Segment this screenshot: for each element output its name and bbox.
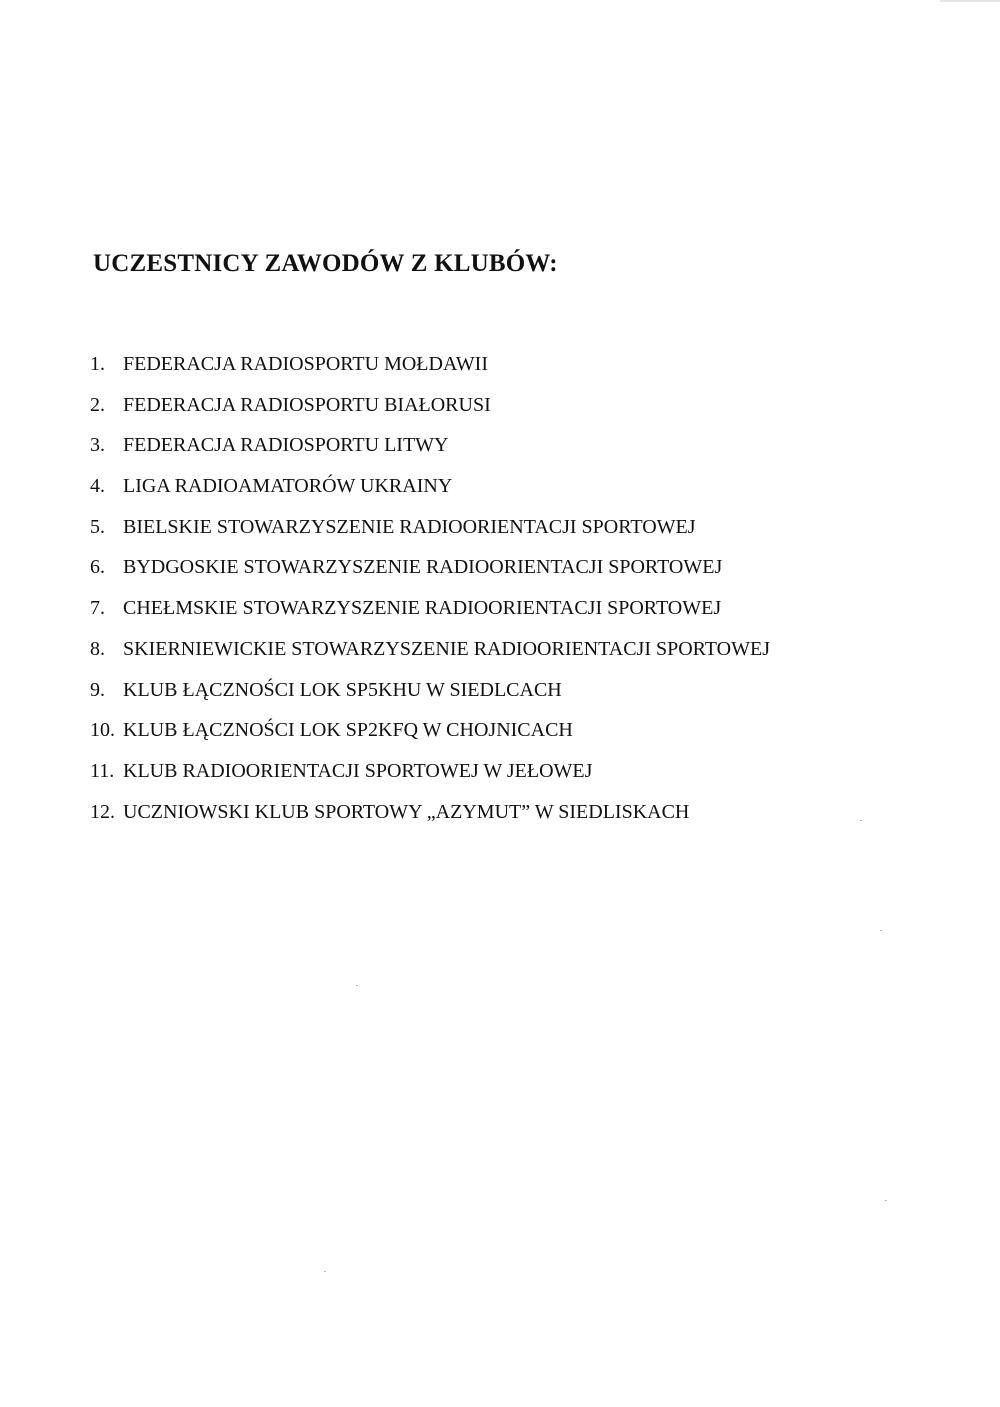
club-name: LIGA RADIOAMATORÓW UKRAINY (123, 475, 453, 498)
list-item (90, 638, 770, 679)
list-item-number: 7. (90, 597, 105, 620)
club-name: UCZNIOWSKI KLUB SPORTOWY „AZYMUT” W SIEDLISKACH (123, 800, 690, 823)
club-name: SKIERNIEWICKIE STOWARZYSZENIE RADIOORIENTACJI SPORTOWEJ (123, 637, 770, 660)
club-name: FEDERACJA RADIOSPORTU BIAŁORUSI (123, 393, 491, 416)
list-item-number: 10. (90, 719, 115, 742)
club-name: CHEŁMSKIE STOWARZYSZENIE RADIOORIENTACJI SPORTOWEJ (123, 597, 722, 620)
list-item-number: 5. (90, 515, 105, 538)
list-item-number: 8. (90, 637, 105, 660)
scan-speck (860, 820, 862, 821)
list-item-number: 6. (90, 556, 105, 579)
club-name: BYDGOSKIE STOWARZYSZENIE RADIOORIENTACJI SPORTOWEJ (123, 556, 723, 579)
list-item-number: 4. (90, 475, 105, 498)
list-item-number: 11. (90, 759, 115, 782)
list-item (90, 679, 770, 720)
list-item (90, 760, 770, 801)
club-name: FEDERACJA RADIOSPORTU LITWY (123, 434, 449, 457)
list-item (90, 719, 770, 760)
list-item-number: 3. (90, 434, 105, 457)
list-item-number: 12. (90, 800, 115, 823)
club-name: KLUB ŁĄCZNOŚCI LOK SP5KHU W SIEDLCACH (123, 678, 562, 701)
scan-edge-mark (940, 0, 1000, 2)
list-item (90, 475, 770, 516)
scan-speck (356, 985, 358, 986)
club-name: KLUB RADIOORIENTACJI SPORTOWEJ W JEŁOWEJ (123, 759, 593, 782)
scan-speck (885, 1200, 887, 1201)
list-item-number: 2. (90, 393, 105, 416)
list-item (90, 434, 770, 475)
club-name: KLUB ŁĄCZNOŚCI LOK SP2KFQ W CHOJNICACH (123, 719, 573, 742)
list-item (90, 556, 770, 597)
club-name: BIELSKIE STOWARZYSZENIE RADIOORIENTACJI SPORTOWEJ (123, 515, 696, 538)
list-item (90, 801, 770, 842)
club-list (90, 353, 770, 841)
list-item (90, 516, 770, 557)
scan-speck (324, 1271, 326, 1272)
list-item-number: 1. (90, 353, 105, 375)
list-item (90, 394, 770, 435)
list-item (90, 353, 770, 394)
list-item (90, 597, 770, 638)
scan-speck (880, 930, 882, 931)
list-item-number: 9. (90, 678, 105, 701)
document-title: UCZESTNICY ZAWODÓW Z KLUBÓW: (93, 250, 558, 277)
club-name: FEDERACJA RADIOSPORTU MOŁDAWII (123, 353, 488, 375)
